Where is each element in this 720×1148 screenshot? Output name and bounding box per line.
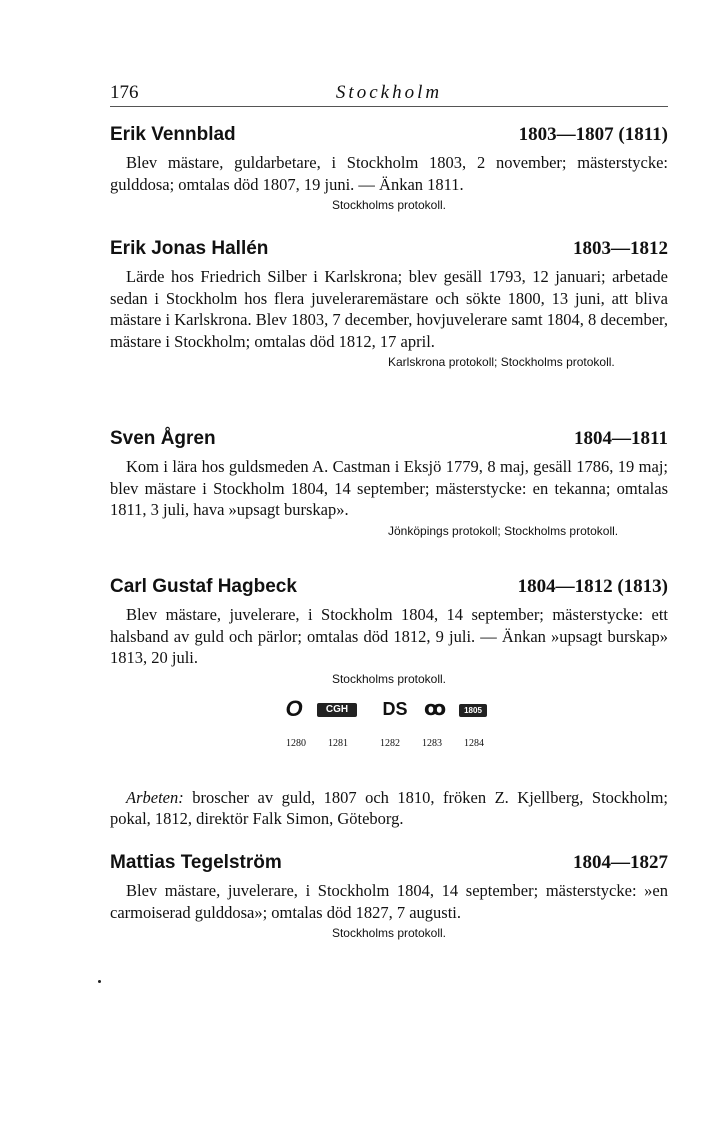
- hallmark-symbol: DS: [382, 699, 408, 719]
- page-number: 176: [110, 82, 139, 103]
- hallmark-number: 1283: [422, 738, 442, 749]
- hallmark-symbol: O: [285, 696, 303, 721]
- hallmark-number: 1282: [380, 738, 400, 749]
- works-paragraph: [110, 787, 668, 830]
- hallmark-symbol: CGH: [317, 703, 357, 717]
- entry-source: Stockholms protokoll.: [331, 198, 447, 212]
- running-title: Stockholm: [335, 82, 443, 103]
- entry-name: Erik Vennblad: [110, 124, 236, 145]
- entry-name: Erik Jonas Hallén: [110, 238, 269, 259]
- hallmark-symbol: ꝏ: [423, 698, 447, 720]
- entry-text: Blev mästare, guldarbetare, i Stockholm 1803, 2 november; mästerstycke: gulddosa; omtalas död 1807, 19 juni. — Änkan 1811.: [110, 153, 668, 194]
- entry-name: Carl Gustaf Hagbeck: [110, 576, 297, 597]
- entry-text: Blev mästare, juvelerare, i Stockholm 1804, 14 september; mästerstycke: »en carmoiserad gulddosa»; omtalas död 1827, 7 augusti.: [110, 881, 668, 922]
- works-label: Arbeten:: [126, 787, 184, 807]
- hallmark-number: 1280: [286, 738, 306, 749]
- entry-years: 1804—1812 (1813): [517, 576, 668, 597]
- entry-source: Karlskrona protokoll; Stockholms protokoll.: [388, 355, 615, 369]
- entry-heading: [110, 852, 668, 880]
- entry-text: Kom i lära hos guldsmeden A. Castman i Eksjö 1779, 8 maj, gesäll 1786, 19 maj; blev mästare i Stockholm 1804, 14 september; mästerstycke: en tekanna; omtalas 1811, 3 juli, hava »upsagt burskap».: [110, 457, 668, 519]
- entry-erik-jonas-hallen: [110, 238, 668, 370]
- page-header: [110, 80, 668, 107]
- entry-years: 1803—1807 (1811): [518, 124, 668, 145]
- works-text: broscher av guld, 1807 och 1810, fröken Z. Kjellberg, Stockholm; pokal, 1812, direktör Falk Simon, Göteborg.: [110, 787, 668, 828]
- entry-carl-gustaf-hagbeck: [110, 576, 668, 687]
- entry-text: Lärde hos Friedrich Silber i Karlskrona; blev gesäll 1793, 12 januari; arbetade sedan i Stockholm hos flera juveleraremästare och sökte 1800, 13 juni, att bliva mästare i Karlskrona. Blev 1803, 7 december, hovjuvelerare samt 1804, 8 december, mästare i Stockholm; omtalas död 1812, 17 april.: [110, 267, 668, 351]
- entry-source: Jönköpings protokoll; Stockholms protokoll.: [388, 523, 619, 538]
- entry-heading: [110, 238, 668, 266]
- entry-source: Stockholms protokoll.: [331, 926, 447, 940]
- entry-years: 1803—1812: [573, 238, 668, 259]
- hallmarks-figure: [275, 698, 515, 758]
- entry-heading: [110, 124, 668, 152]
- entry-name: Mattias Tegelström: [110, 852, 282, 873]
- ink-speck: [98, 980, 101, 983]
- hallmark-symbol: 1805: [459, 704, 487, 717]
- entry-text: Blev mästare, juvelerare, i Stockholm 1804, 14 september; mästerstycke: ett halsband av guld och pärlor; omtalas död 1812, 9 juli. — Änkan »upsagt burskap» 1813, 20 juli.: [110, 605, 668, 667]
- entry-name: Sven Ågren: [110, 428, 216, 449]
- hallmark-number: 1281: [328, 738, 348, 749]
- entry-source: Stockholms protokoll.: [331, 671, 447, 686]
- entry-years: 1804—1827: [573, 852, 668, 873]
- entry-years: 1804—1811: [574, 428, 668, 449]
- entry-mattias-tegelstrom: [110, 852, 668, 941]
- entry-erik-vennblad: [110, 124, 668, 213]
- hallmark-number: 1284: [464, 738, 484, 749]
- entry-heading: [110, 428, 668, 456]
- entry-sven-agren: [110, 428, 668, 539]
- entry-heading: [110, 576, 668, 604]
